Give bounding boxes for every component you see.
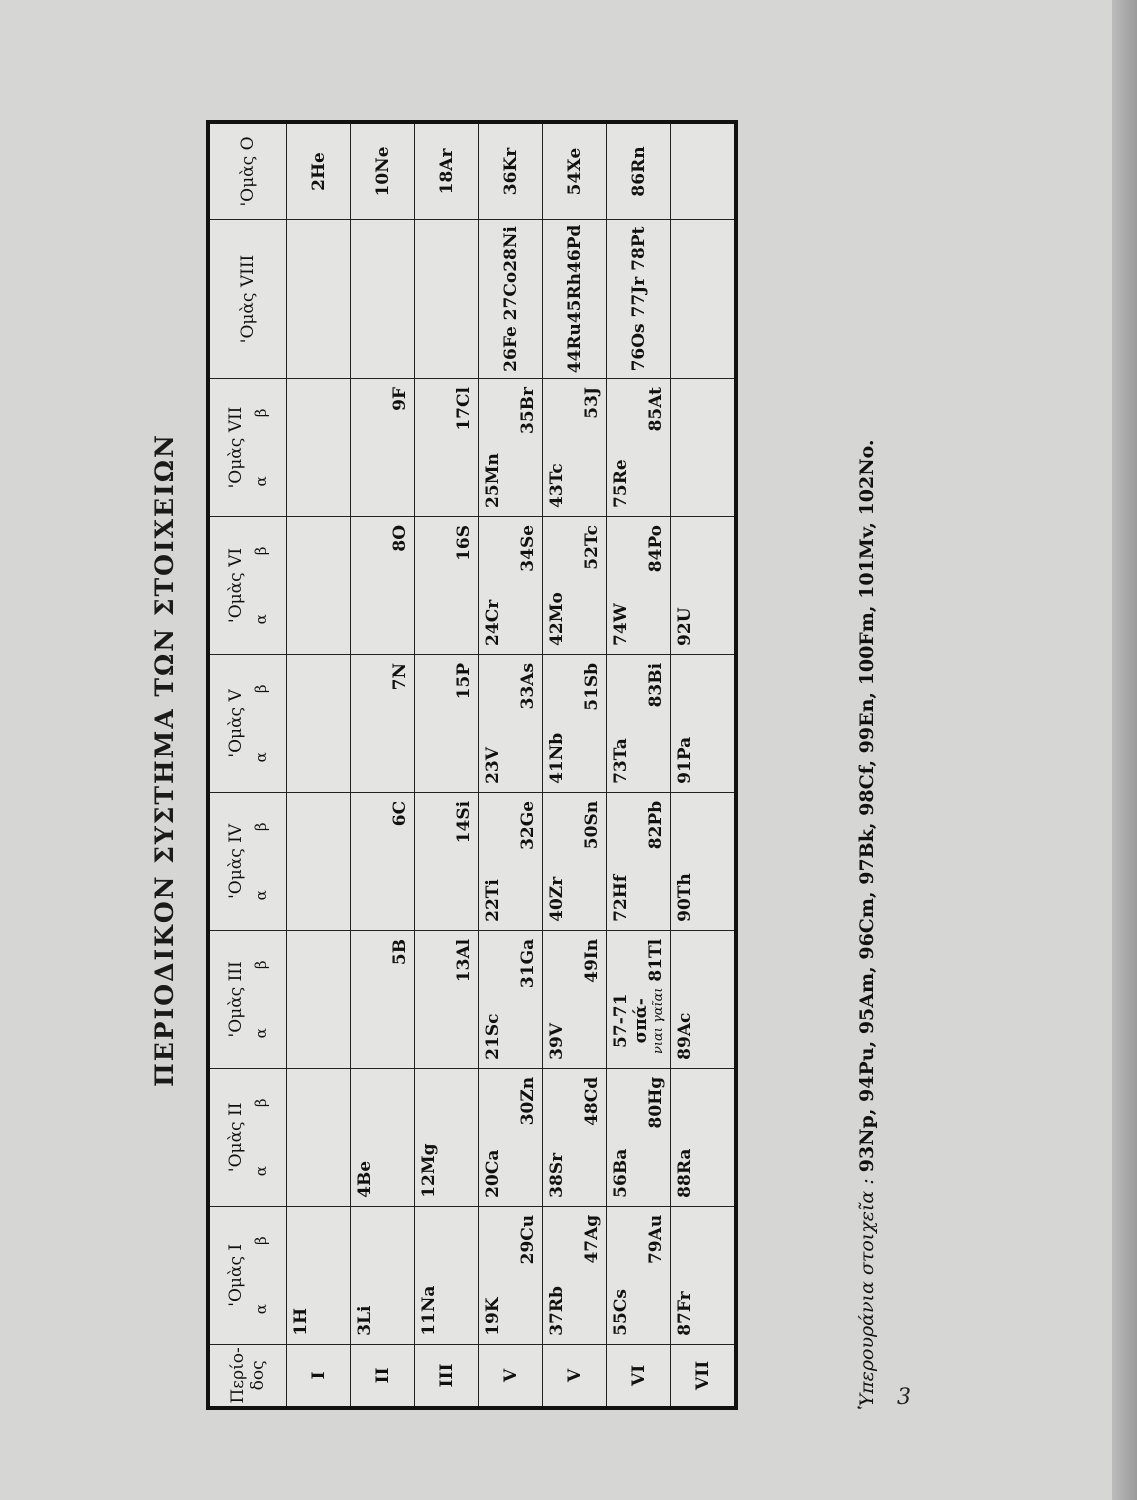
element-cell-content [479,931,542,1068]
element-cell [479,1206,543,1344]
element-sub-a [675,873,695,922]
element-symbol: 22Ti [483,879,503,922]
element-sub-a [675,1013,695,1060]
element-symbol: 19K [483,1297,503,1336]
element-symbol: 25Mn [483,453,503,508]
element-cell [415,930,479,1068]
element-sub-a [675,1149,695,1198]
period-header [208,1344,287,1408]
element-cell [479,654,543,792]
group-header: 'Ομὰς O [208,122,287,219]
element-cell [415,122,479,219]
element-cell [351,930,415,1068]
element-symbol: 44Ru45Rh46Pd [564,224,585,374]
element-cell-content [543,1207,606,1344]
element-cell-content [671,517,734,654]
element-cell [607,516,671,654]
element-symbol: 39V [547,1022,567,1060]
element-symbol: 36Kr [500,147,521,196]
element-cell-content [351,517,414,654]
element-cell [671,792,737,930]
element-symbol: 26Fe 27Co28Ni [500,226,521,372]
element-cell [415,516,479,654]
table-body [287,122,737,1408]
table-row [351,122,415,1408]
sub-b-label: β [252,960,270,970]
element-cell-content [607,655,670,792]
element-symbol: 88Ra [675,1148,695,1198]
element-cell [351,792,415,930]
element-cell-content [671,655,734,792]
element-cell [479,1068,543,1206]
element-symbol: 10Ne [372,146,393,197]
element-symbol: 4Be [355,1160,375,1198]
element-symbol: 75Re [611,459,631,508]
element-sub-b: 47Ag [582,1214,602,1264]
element-cell-content [351,931,414,1068]
element-cell-content [415,1069,478,1206]
group-header: 'Ομὰς IV α β [208,792,287,930]
element-cell [607,792,671,930]
element-cell [287,516,351,654]
period-header-label: Περίο- δος [228,1347,268,1404]
element-symbol: 73Ta [611,738,631,784]
element-sub-b: 79Au [646,1214,666,1265]
element-sub-a [611,603,631,646]
element-cell-content [671,793,734,930]
element-symbol: 74W [611,603,631,646]
sub-b-label: β [252,1236,270,1246]
sub-a-label: α [252,752,270,763]
element-sub-b: 53J [582,387,602,419]
element-cell [671,930,737,1068]
element-cell [287,122,351,219]
element-symbol: 18Ar [436,148,457,195]
element-sub-b: 81Tl [646,938,666,982]
element-cell [287,930,351,1068]
element-cell [287,654,351,792]
period-cell: V [479,1344,543,1408]
element-note: νιαι γαῖαι [651,987,666,1055]
element-sub-a [547,877,567,922]
element-sub-b: 52Tc [582,524,602,570]
element-symbol: 38Sr [547,1152,567,1198]
sub-a-label: α [252,1304,270,1315]
element-sub-b: 32Ge [518,800,538,850]
element-symbol: 55Cs [611,1289,631,1336]
element-sub-b: 6C [390,800,410,827]
element-symbol: 54Xe [564,147,585,196]
group-header: 'Ομὰς I α β [208,1206,287,1344]
element-cell-content [607,793,670,930]
element-symbol: 21Sc [483,1013,503,1060]
element-sub-b: 17Cl [454,387,474,431]
table-row [479,122,543,1408]
element-sub-b: 9F [390,387,410,411]
element-cell [543,930,607,1068]
element-sub-b: 35Br [518,387,538,434]
element-cell-content [479,379,542,516]
element-sub-a [291,1308,311,1336]
element-cell-content [671,931,734,1068]
element-cell [479,516,543,654]
element-symbol: 23V [483,747,503,784]
element-cell [543,792,607,930]
element-symbol: 11Na [419,1285,439,1336]
element-cell [287,1206,351,1344]
element-cell [607,1206,671,1344]
element-cell [415,654,479,792]
element-symbol: 1H [291,1307,311,1336]
element-cell-content [543,379,606,516]
element-sub-a [547,1286,567,1336]
element-sub-b: 34Se [518,524,538,572]
element-cell-content [607,517,670,654]
table-row [671,122,737,1408]
element-cell [287,792,351,930]
element-sub-a [547,592,567,646]
element-symbol: 42Mo [547,592,567,646]
element-sub-a [611,459,631,508]
element-cell [607,379,671,517]
group-header: 'Ομὰς III α β [208,930,287,1068]
element-sub-a [483,1014,503,1060]
element-sub-a [547,733,567,784]
element-sub-b: 84Po [646,524,666,573]
element-cell [671,122,737,219]
sub-a-label: α [252,1028,270,1039]
table-row [415,122,479,1408]
element-cell [671,516,737,654]
element-symbol: 2He [308,152,329,191]
element-sub-b: 29Cu [518,1214,538,1265]
element-sub-a [419,1286,439,1336]
element-sub-b: 80Hg [646,1076,666,1129]
element-symbol: 24Cr [483,599,503,646]
element-sub-a [547,1023,567,1060]
element-sub-a [675,1291,695,1335]
element-symbol: 37Rb [547,1286,567,1336]
element-sub-b: 5B [390,938,410,966]
element-cell [543,1206,607,1344]
group-header: 'Ομὰς V α β [208,654,287,792]
element-cell [543,219,607,378]
element-sub-b: 14Si [454,800,474,844]
element-symbol: 76Os 77Jr 78Pt [628,226,649,372]
element-cell [415,379,479,517]
element-cell [671,654,737,792]
element-sub-a [611,1289,631,1336]
page-edge [1112,0,1137,1500]
element-sub-a [675,737,695,784]
element-sub-a [611,1149,631,1198]
element-cell-content [415,793,478,930]
element-cell [351,379,415,517]
element-symbol: 43Tc [547,463,567,508]
element-cell-content [351,793,414,930]
element-cell [543,516,607,654]
element-symbol: 90Th [675,873,695,922]
footnote [856,110,878,1410]
element-sub-a [483,747,503,784]
element-sub-a [355,1306,375,1336]
element-cell [607,1068,671,1206]
element-sub-a [483,1297,503,1335]
element-sub-a [611,738,631,784]
element-cell-content [351,1207,414,1344]
element-cell-content [351,655,414,792]
element-symbol: 92U [675,607,695,646]
element-sub-b: 83Bi [646,662,666,708]
element-sub-a [611,982,666,1060]
element-symbol: 91Pa [675,736,695,784]
element-sub-b: 85At [646,387,666,432]
element-sub-a [675,607,695,645]
element-cell [543,122,607,219]
element-sub-b: 13Al [454,938,474,983]
element-cell-content [415,655,478,792]
period-cell: V [543,1344,607,1408]
sub-b-label: β [252,408,270,418]
period-cell: VI [607,1344,671,1408]
element-cell [351,654,415,792]
element-cell-content [415,931,478,1068]
element-symbol: 86Rn [628,146,649,197]
element-cell [543,654,607,792]
element-cell [351,516,415,654]
element-cell-content [543,931,606,1068]
element-cell [543,379,607,517]
element-cell [351,219,415,378]
element-cell-content [607,931,670,1068]
element-symbol: 40Zr [547,876,567,922]
element-sub-b: 30Zn [518,1076,538,1126]
element-cell [287,379,351,517]
element-symbol: 41Nb [547,732,567,784]
group-header: 'Ομὰς VIII [208,219,287,378]
element-cell [415,1206,479,1344]
element-cell [671,1206,737,1344]
element-cell-content [607,379,670,516]
element-cell [415,1068,479,1206]
element-cell-content [415,379,478,516]
element-sub-a [611,875,631,922]
element-symbol: 89Ac [675,1012,695,1060]
element-cell [287,219,351,378]
element-sub-b: 8O [390,524,410,552]
element-cell [479,122,543,219]
element-symbol: 57-71 σπά- [611,993,651,1048]
element-sub-b: 51Sb [582,662,602,711]
element-sub-a [547,1153,567,1198]
sub-b-label: β [252,546,270,556]
element-cell [415,792,479,930]
element-cell [479,219,543,378]
periodic-table [206,120,738,1410]
element-sub-b: 50Sn [582,800,602,850]
group-header: 'Ομὰς VI α β [208,516,287,654]
period-cell: II [351,1344,415,1408]
sub-b-label: β [252,684,270,694]
element-cell-content [543,517,606,654]
table-row [607,122,671,1408]
element-cell [607,930,671,1068]
table-title: ΠΕΡΙΟΔΙΚΟΝ ΣΥΣΤΗΜΑ ΤΩΝ ΣΤΟΙΧΕΙΩΝ [150,433,179,1087]
sub-a-label: α [252,890,270,901]
element-cell [671,379,737,517]
period-cell: I [287,1344,351,1408]
element-sub-b: 31Ga [518,938,538,989]
element-cell-content [479,793,542,930]
table-row [287,122,351,1408]
element-sub-b: 49In [582,938,602,983]
element-cell [415,219,479,378]
period-cell: III [415,1344,479,1408]
sub-a-label: α [252,614,270,625]
element-cell-content [607,1069,670,1206]
element-cell-content [415,517,478,654]
element-cell-content [607,1207,670,1344]
footnote-list: 93Np, 94Pu, 95Am, 96Cm, 97Bk, 98Cf, 99En, 100Fm, 101Mv, 102No. [856,439,878,1173]
element-sub-b: 16S [454,524,474,561]
element-cell [479,379,543,517]
group-header: 'Ομὰς VII α β [208,379,287,517]
element-cell [351,122,415,219]
sub-b-label: β [252,1098,270,1108]
element-symbol: 20Ca [483,1149,503,1198]
element-cell-content [479,517,542,654]
element-cell [543,1068,607,1206]
element-sub-a [355,1161,375,1198]
element-cell [607,654,671,792]
header-row [208,122,287,1408]
element-cell [671,219,737,378]
element-cell-content [671,1207,734,1344]
element-cell [351,1206,415,1344]
element-sub-a [483,1150,503,1198]
element-cell-content [479,1069,542,1206]
element-cell-content [479,655,542,792]
element-sub-b: 15P [454,662,474,700]
element-cell-content [543,793,606,930]
element-cell [671,1068,737,1206]
element-symbol: 72Hf [611,874,631,922]
element-cell-content [415,1207,478,1344]
element-cell-content [543,655,606,792]
element-cell-content [287,1207,350,1344]
page-number: 3 [897,1385,911,1410]
element-sub-a [483,879,503,922]
element-cell [287,1068,351,1206]
element-sub-b: 7N [390,662,410,691]
element-cell-content [479,1207,542,1344]
element-cell-content [351,1069,414,1206]
element-cell [351,1068,415,1206]
element-symbol: 3Li [355,1305,375,1336]
element-symbol: 12Mg [419,1143,439,1198]
element-cell-content [351,379,414,516]
rotated-table-block [150,100,890,1420]
element-cell [607,219,671,378]
element-cell [479,792,543,930]
table-row [543,122,607,1408]
element-cell [479,930,543,1068]
sub-a-label: α [252,1166,270,1177]
element-sub-a [483,600,503,646]
element-sub-a [547,463,567,508]
element-symbol: 56Ba [611,1148,631,1198]
element-sub-b: 48Cd [582,1076,602,1126]
element-sub-b: 33As [518,662,538,710]
period-cell: VII [671,1344,737,1408]
element-sub-a [419,1143,439,1197]
sub-b-label: β [252,822,270,832]
element-cell-content [543,1069,606,1206]
element-sub-b: 82Pb [646,800,666,850]
sub-a-label: α [252,476,270,487]
element-sub-a [483,453,503,508]
element-symbol: 87Fr [675,1291,695,1336]
footnote-label: Ὑπερουράνια στοιχεῖα : [856,1178,878,1410]
group-header: 'Ομὰς II α β [208,1068,287,1206]
element-cell-content [671,1069,734,1206]
element-cell [607,122,671,219]
